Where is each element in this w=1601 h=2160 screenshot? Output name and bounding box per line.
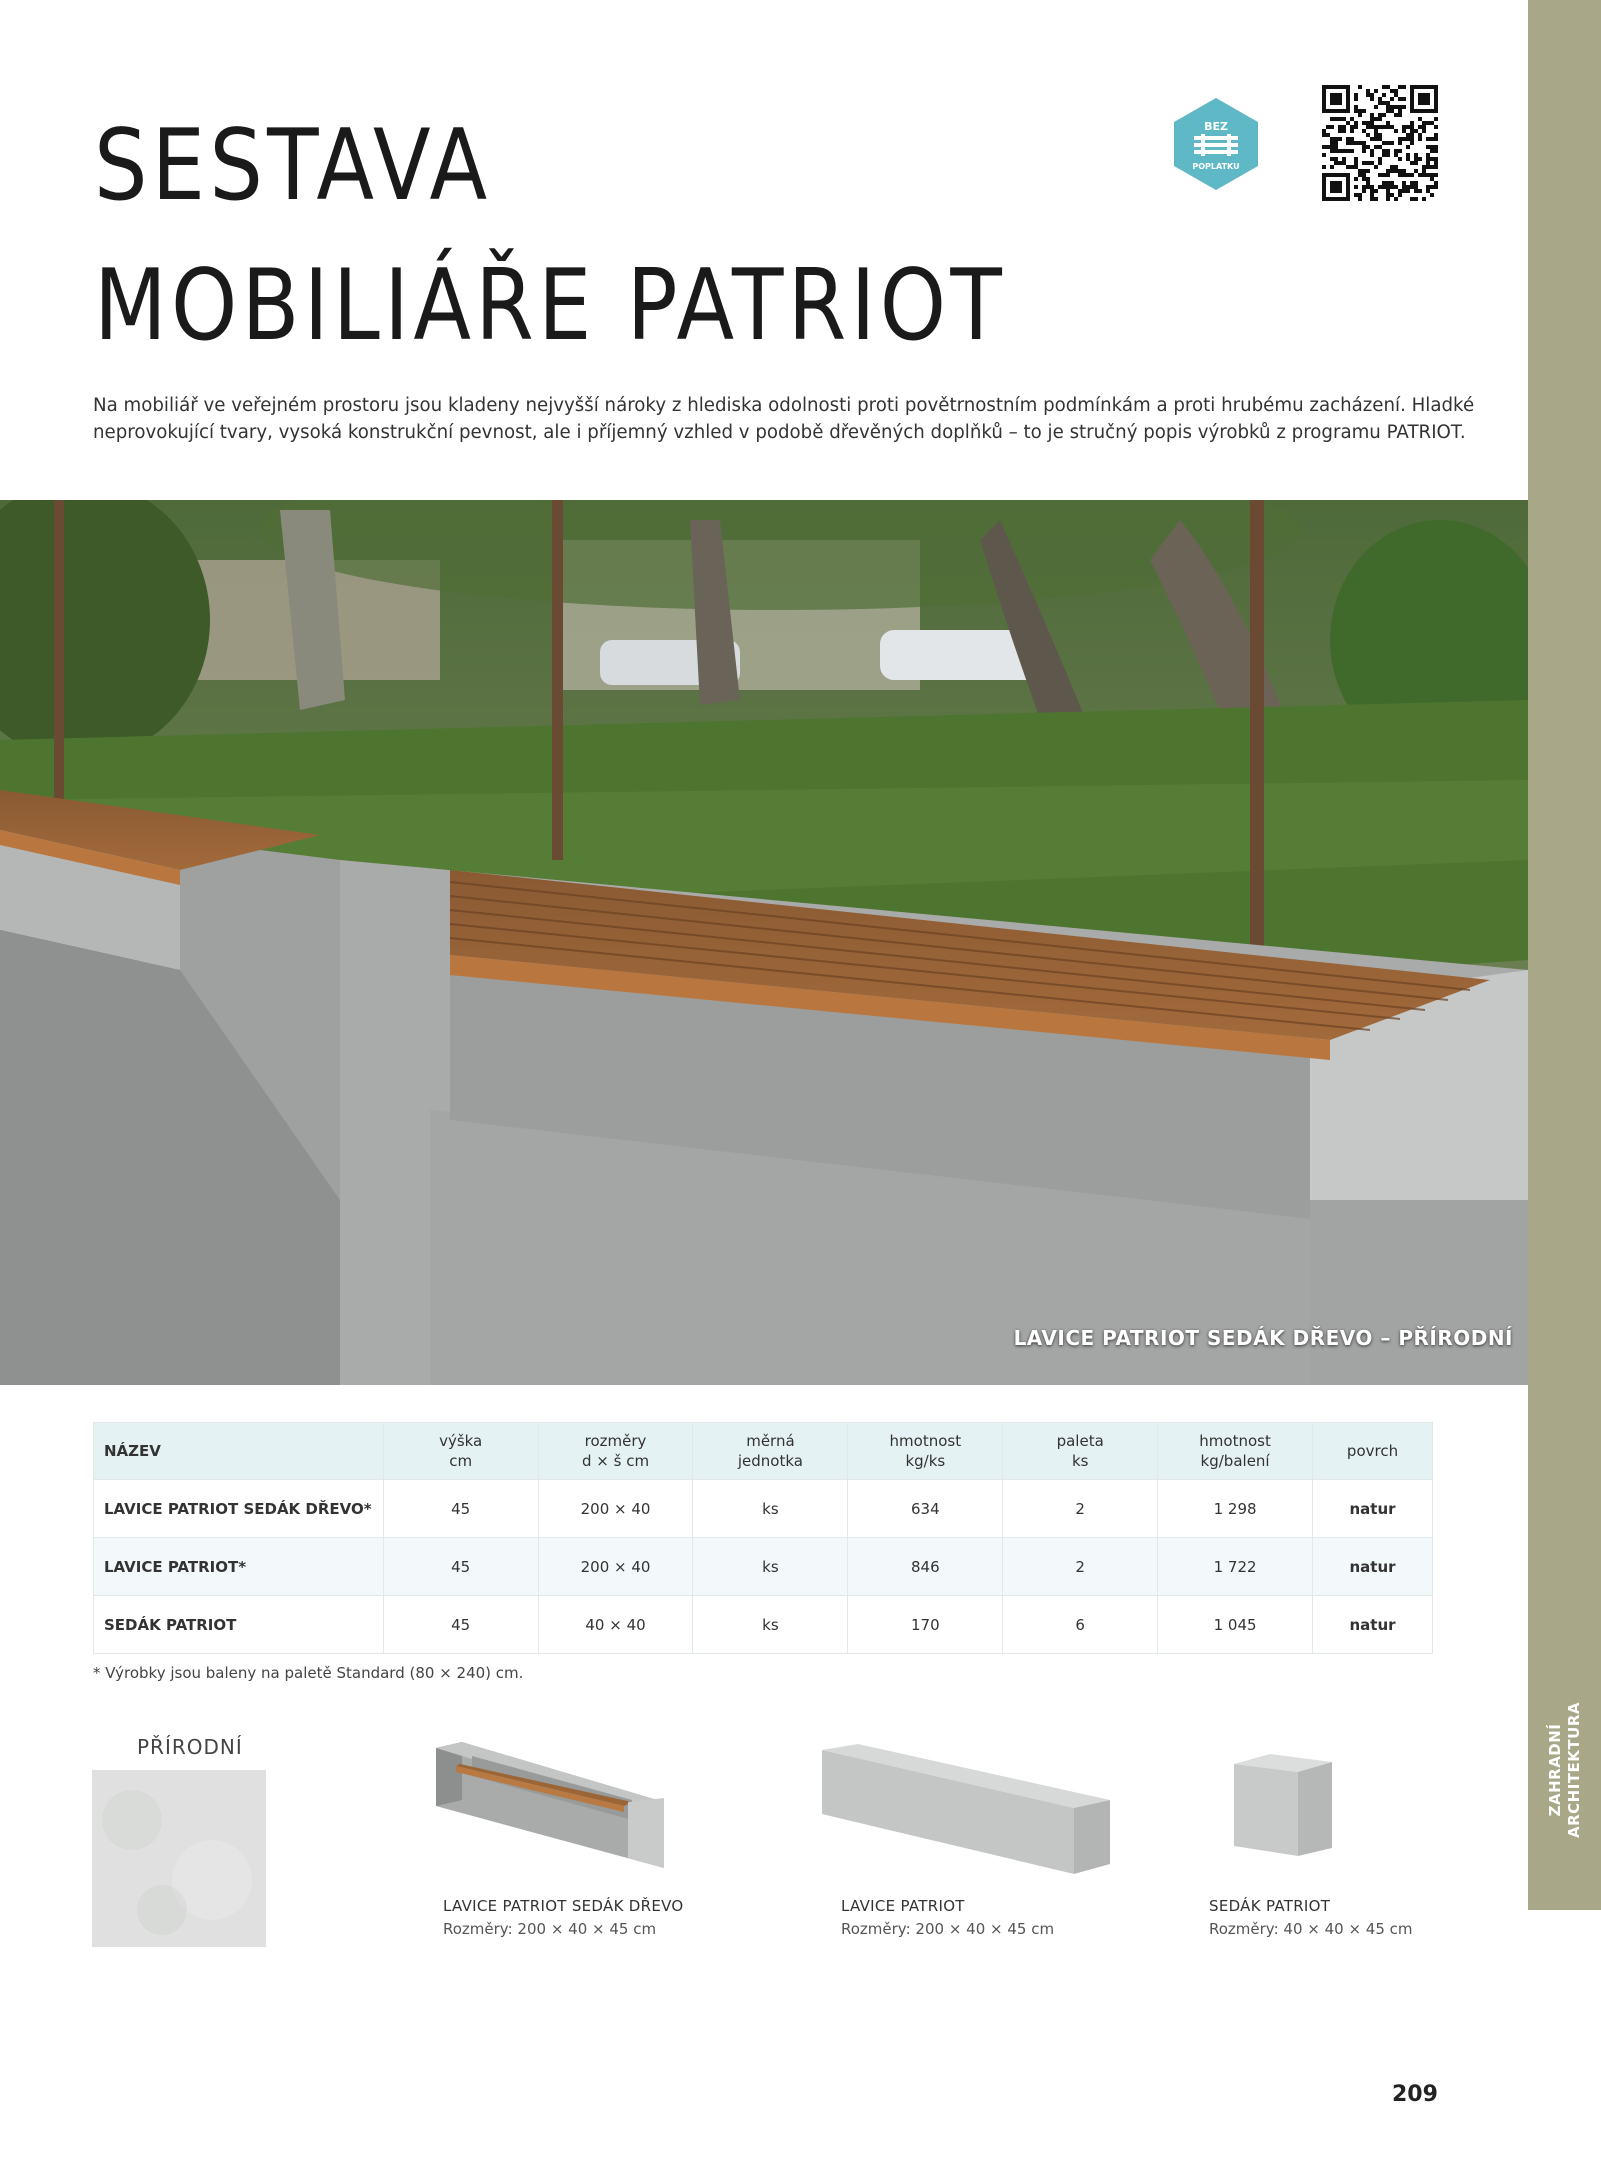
- cell-unit: ks: [693, 1596, 848, 1654]
- cell-pallet: 2: [1003, 1480, 1158, 1538]
- cell-pallet: 2: [1003, 1538, 1158, 1596]
- cell-height: 45: [383, 1596, 538, 1654]
- intro-paragraph: Na mobiliář ve veřejném prostoru jsou kladeny nejvyšší nároky z hlediska odolnosti proti povětrnostním podmínkám a proti hrubému zacházení. Hladké neprovokující tvary, vysoká konstrukční pevnost, ale i příjemný vzhled v podobě dřevěných doplňků – to je stručný popis výrobků z programu PATRIOT.: [93, 395, 1475, 443]
- product-dims-2: Rozměry: 200 × 40 × 45 cm: [841, 1920, 1055, 1938]
- cell-pack-weight: 1 722: [1158, 1538, 1313, 1596]
- header-surface: povrch: [1313, 1423, 1433, 1480]
- header-weight: hmotnost kg/ks: [848, 1423, 1003, 1480]
- header-dimensions: rozměry d × š cm: [538, 1423, 693, 1480]
- cell-unit: ks: [693, 1538, 848, 1596]
- table-header-row: [94, 1423, 1433, 1480]
- table-footnote: * Výrobky jsou baleny na paletě Standard (80 × 240) cm.: [93, 1664, 524, 1682]
- cell-surface: natur: [1313, 1538, 1433, 1596]
- badge-line1: BEZ: [1204, 120, 1228, 133]
- side-tab-line2: ARCHITEKTURA: [1564, 1702, 1583, 1838]
- product-dims-1: Rozměry: 200 × 40 × 45 cm: [443, 1920, 657, 1938]
- cell-height: 45: [383, 1480, 538, 1538]
- free-badge: [1170, 96, 1262, 192]
- cell-name: LAVICE PATRIOT*: [94, 1538, 384, 1596]
- side-tab-line1: ZAHRADNÍ: [1545, 1723, 1564, 1817]
- title-line1: SESTAVA: [94, 109, 492, 223]
- title-line2: MOBILIÁŘE PATRIOT: [94, 249, 1007, 363]
- header-name: NÁZEV: [94, 1423, 384, 1480]
- cell-dimensions: 200 × 40: [538, 1480, 693, 1538]
- cell-weight: 170: [848, 1596, 1003, 1654]
- cell-dimensions: 40 × 40: [538, 1596, 693, 1654]
- badge-line2: POPLATKU: [1192, 162, 1240, 171]
- cell-pallet: 6: [1003, 1596, 1158, 1654]
- product-image-seat: [1230, 1752, 1336, 1860]
- page-number: 209: [1392, 2082, 1438, 2107]
- table-row: [94, 1480, 1433, 1538]
- cell-pack-weight: 1 298: [1158, 1480, 1313, 1538]
- product-image-bench: [818, 1742, 1114, 1878]
- truck-icon: [1194, 134, 1238, 156]
- cell-surface: natur: [1313, 1480, 1433, 1538]
- product-name-2: LAVICE PATRIOT: [841, 1897, 965, 1915]
- header-pack-weight: hmotnost kg/balení: [1158, 1423, 1313, 1480]
- cell-weight: 634: [848, 1480, 1003, 1538]
- table-row: [94, 1538, 1433, 1596]
- cell-weight: 846: [848, 1538, 1003, 1596]
- side-tab-label: [1528, 1690, 1601, 1850]
- hero-photo: [0, 500, 1528, 1385]
- cell-pack-weight: 1 045: [1158, 1596, 1313, 1654]
- table-row: [94, 1596, 1433, 1654]
- spec-table: [93, 1422, 1433, 1654]
- photo-caption: LAVICE PATRIOT SEDÁK DŘEVO – PŘÍRODNÍ: [1013, 1326, 1513, 1350]
- swatch-label: PŘÍRODNÍ: [137, 1735, 243, 1759]
- header-unit: měrná jednotka: [693, 1423, 848, 1480]
- header-height: výška cm: [383, 1423, 538, 1480]
- product-dims-3: Rozměry: 40 × 40 × 45 cm: [1209, 1920, 1413, 1938]
- cell-name: LAVICE PATRIOT SEDÁK DŘEVO*: [94, 1480, 384, 1538]
- cell-name: SEDÁK PATRIOT: [94, 1596, 384, 1654]
- color-swatch: [92, 1770, 266, 1947]
- cell-dimensions: 200 × 40: [538, 1538, 693, 1596]
- cell-unit: ks: [693, 1480, 848, 1538]
- cell-surface: natur: [1313, 1596, 1433, 1654]
- header-pallet: paleta ks: [1003, 1423, 1158, 1480]
- product-image-bench-wood: [432, 1740, 668, 1870]
- qr-code[interactable]: [1322, 85, 1438, 201]
- product-name-3: SEDÁK PATRIOT: [1209, 1897, 1331, 1915]
- page-title: [94, 96, 1006, 376]
- product-name-1: LAVICE PATRIOT SEDÁK DŘEVO: [443, 1897, 684, 1915]
- side-tab: [1528, 0, 1601, 1910]
- cell-height: 45: [383, 1538, 538, 1596]
